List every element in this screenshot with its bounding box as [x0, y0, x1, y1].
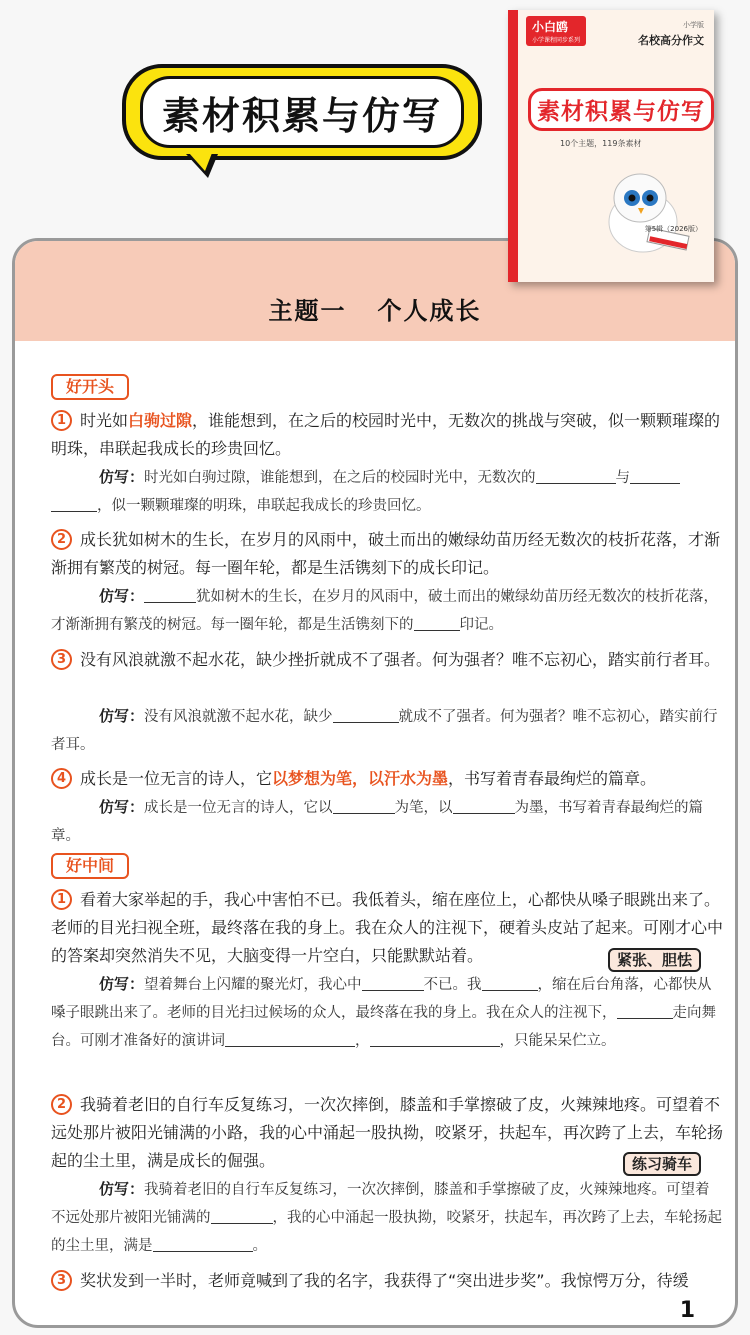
imitation-middle-2: 仿写：我骑着老旧的自行车反复练习，一次次摔倒，膝盖和手掌擦破了皮，火辣辣地疼。可望着不远处那片被阳光铺满的 ，我的心中涌起一股执拗，咬紧牙，扶起车，再次跨了上去，车轮扬起的尘土里，满是 。 [51, 1180, 722, 1254]
highlight: 以梦想为笔，以汗水为墨 [272, 769, 449, 788]
fill-blank[interactable] [414, 612, 460, 631]
fill-blank[interactable] [144, 584, 196, 603]
item-number: 1 [51, 889, 72, 910]
book-grade: 小学版 [683, 21, 704, 29]
fill-blank[interactable] [362, 972, 424, 991]
opening-item-3: 3 没有风浪就激不起水花，缺少挫折就成不了强者。何为强者？唯不忘初心，踏实前行者耳。 [51, 646, 723, 674]
fill-blank[interactable] [630, 465, 680, 484]
item-number: 3 [51, 1270, 72, 1291]
item-number: 2 [51, 1094, 72, 1115]
book-title: 素材积累与仿写 [528, 88, 714, 131]
mascot-bird-icon [588, 160, 698, 260]
fill-blank[interactable] [536, 465, 616, 484]
section-tag-opening: 好开头 [51, 374, 129, 400]
section-tag-middle: 好中间 [51, 853, 129, 879]
middle-item-2: 2 我骑着老旧的自行车反复练习，一次次摔倒，膝盖和手掌擦破了皮，火辣辣地疼。可望着不远处那片被阳光铺满的小路，我的心中涌起一股执拗，咬紧牙，扶起车，再次跨了上去，车轮扬起的尘土里，满是成长的倔强。 [51, 1095, 724, 1170]
imitation-opening-1: 仿写：时光如白驹过隙，谁能想到，在之后的校园时光中，无数次的 与 ，似一颗颗璀璨的明珠，串联起我成长的珍贵回忆。 [51, 463, 723, 520]
opening-item-2: 2 成长犹如树木的生长，在岁月的风雨中，破土而出的嫩绿幼苗历经无数次的枝折花落，才渐渐拥有繁茂的树冠。每一圈年轮，都是生活镌刻下的成长印记。 [51, 530, 721, 577]
item-number: 2 [51, 529, 72, 550]
item-number: 4 [51, 768, 72, 789]
imitation-middle-1: 仿写：望着舞台上闪耀的聚光灯，我心中 不已。我 ，缩在后台角落，心都快从嗓子眼跳出来了。老师的目光扫过候场的众人，最终落在我的身上。我在众人的注视下， 走向舞台。可刚才准备好的演讲词 ， ，只能呆呆伫立。 [51, 970, 723, 1055]
middle-item-1: 1 看着大家举起的手，我心中害怕不已。我低着头，缩在座位上，心都快从嗓子眼跳出来了。老师的目光扫视全班，最终落在我的身上。我在众人的注视下，硬着头皮站了起来。可刚才心中的答案却突然消失不见，大脑变得一片空白，只能默默站着。 [51, 890, 724, 965]
content-card [12, 238, 738, 1328]
middle-item-3: 3 奖状发到一半时，老师竟喊到了我的名字，我获得了“突出进步奖”。我惊愕万分，待缓 [51, 1267, 723, 1295]
fill-blank[interactable] [51, 493, 97, 512]
fill-blank[interactable] [333, 704, 399, 723]
publisher-logo: 小白鸥 小学课程同步系列 [526, 16, 586, 46]
fill-blank[interactable] [617, 1000, 673, 1019]
fill-blank[interactable] [453, 795, 515, 814]
fill-blank[interactable] [370, 1028, 500, 1047]
imitation-label: 仿写： [99, 975, 145, 993]
opening-item-4: 4 成长是一位无言的诗人，它以梦想为笔，以汗水为墨，书写着青春最绚烂的篇章。 [51, 765, 723, 793]
fill-blank[interactable] [333, 795, 395, 814]
fill-blank[interactable] [482, 972, 538, 991]
imitation-label: 仿写： [99, 468, 145, 486]
fill-blank[interactable] [211, 1205, 273, 1224]
book-edition: 第5辑（2026版） [644, 225, 702, 233]
fill-blank[interactable] [225, 1028, 355, 1047]
keyword-badge: 练习骑车 [623, 1152, 701, 1176]
banner-title: 素材积累与仿写 [140, 76, 464, 148]
book-series: 名校高分作文 [638, 34, 704, 47]
fill-blank[interactable] [153, 1233, 253, 1252]
page-number: 1 [679, 1298, 695, 1323]
imitation-label: 仿写： [99, 1180, 145, 1198]
title-banner [122, 64, 482, 160]
imitation-opening-3: 仿写：没有风浪就激不起水花，缺少 就成不了强者。何为强者？唯不忘初心，踏实前行者耳。 [51, 702, 723, 759]
imitation-opening-2: 仿写： 犹如树木的生长，在岁月的风雨中，破土而出的嫩绿幼苗历经无数次的枝折花落，才渐渐拥有繁茂的树冠。每一圈年轮，都是生活镌刻下的 印记。 [51, 582, 723, 639]
keyword-badge: 紧张、胆怯 [608, 948, 701, 972]
opening-item-1: 1 时光如白驹过隙，谁能想到，在之后的校园时光中，无数次的挑战与突破，似一颗颗璀璨的明珠，串联起我成长的珍贵回忆。 [51, 411, 721, 458]
highlight: 白驹过隙 [128, 411, 193, 430]
item-number: 1 [51, 410, 72, 431]
imitation-opening-4: 仿写：成长是一位无言的诗人，它以 为笔，以 为墨，书写着青春最绚烂的篇章。 [51, 793, 723, 850]
book-subtitle: 10个主题，119条素材 [560, 139, 642, 148]
item-number: 3 [51, 649, 72, 670]
imitation-label: 仿写： [99, 707, 145, 725]
imitation-label: 仿写： [99, 587, 145, 605]
theme-title: 主题一 个人成长 [268, 297, 482, 325]
imitation-label: 仿写： [99, 798, 145, 816]
book-cover [508, 10, 714, 282]
